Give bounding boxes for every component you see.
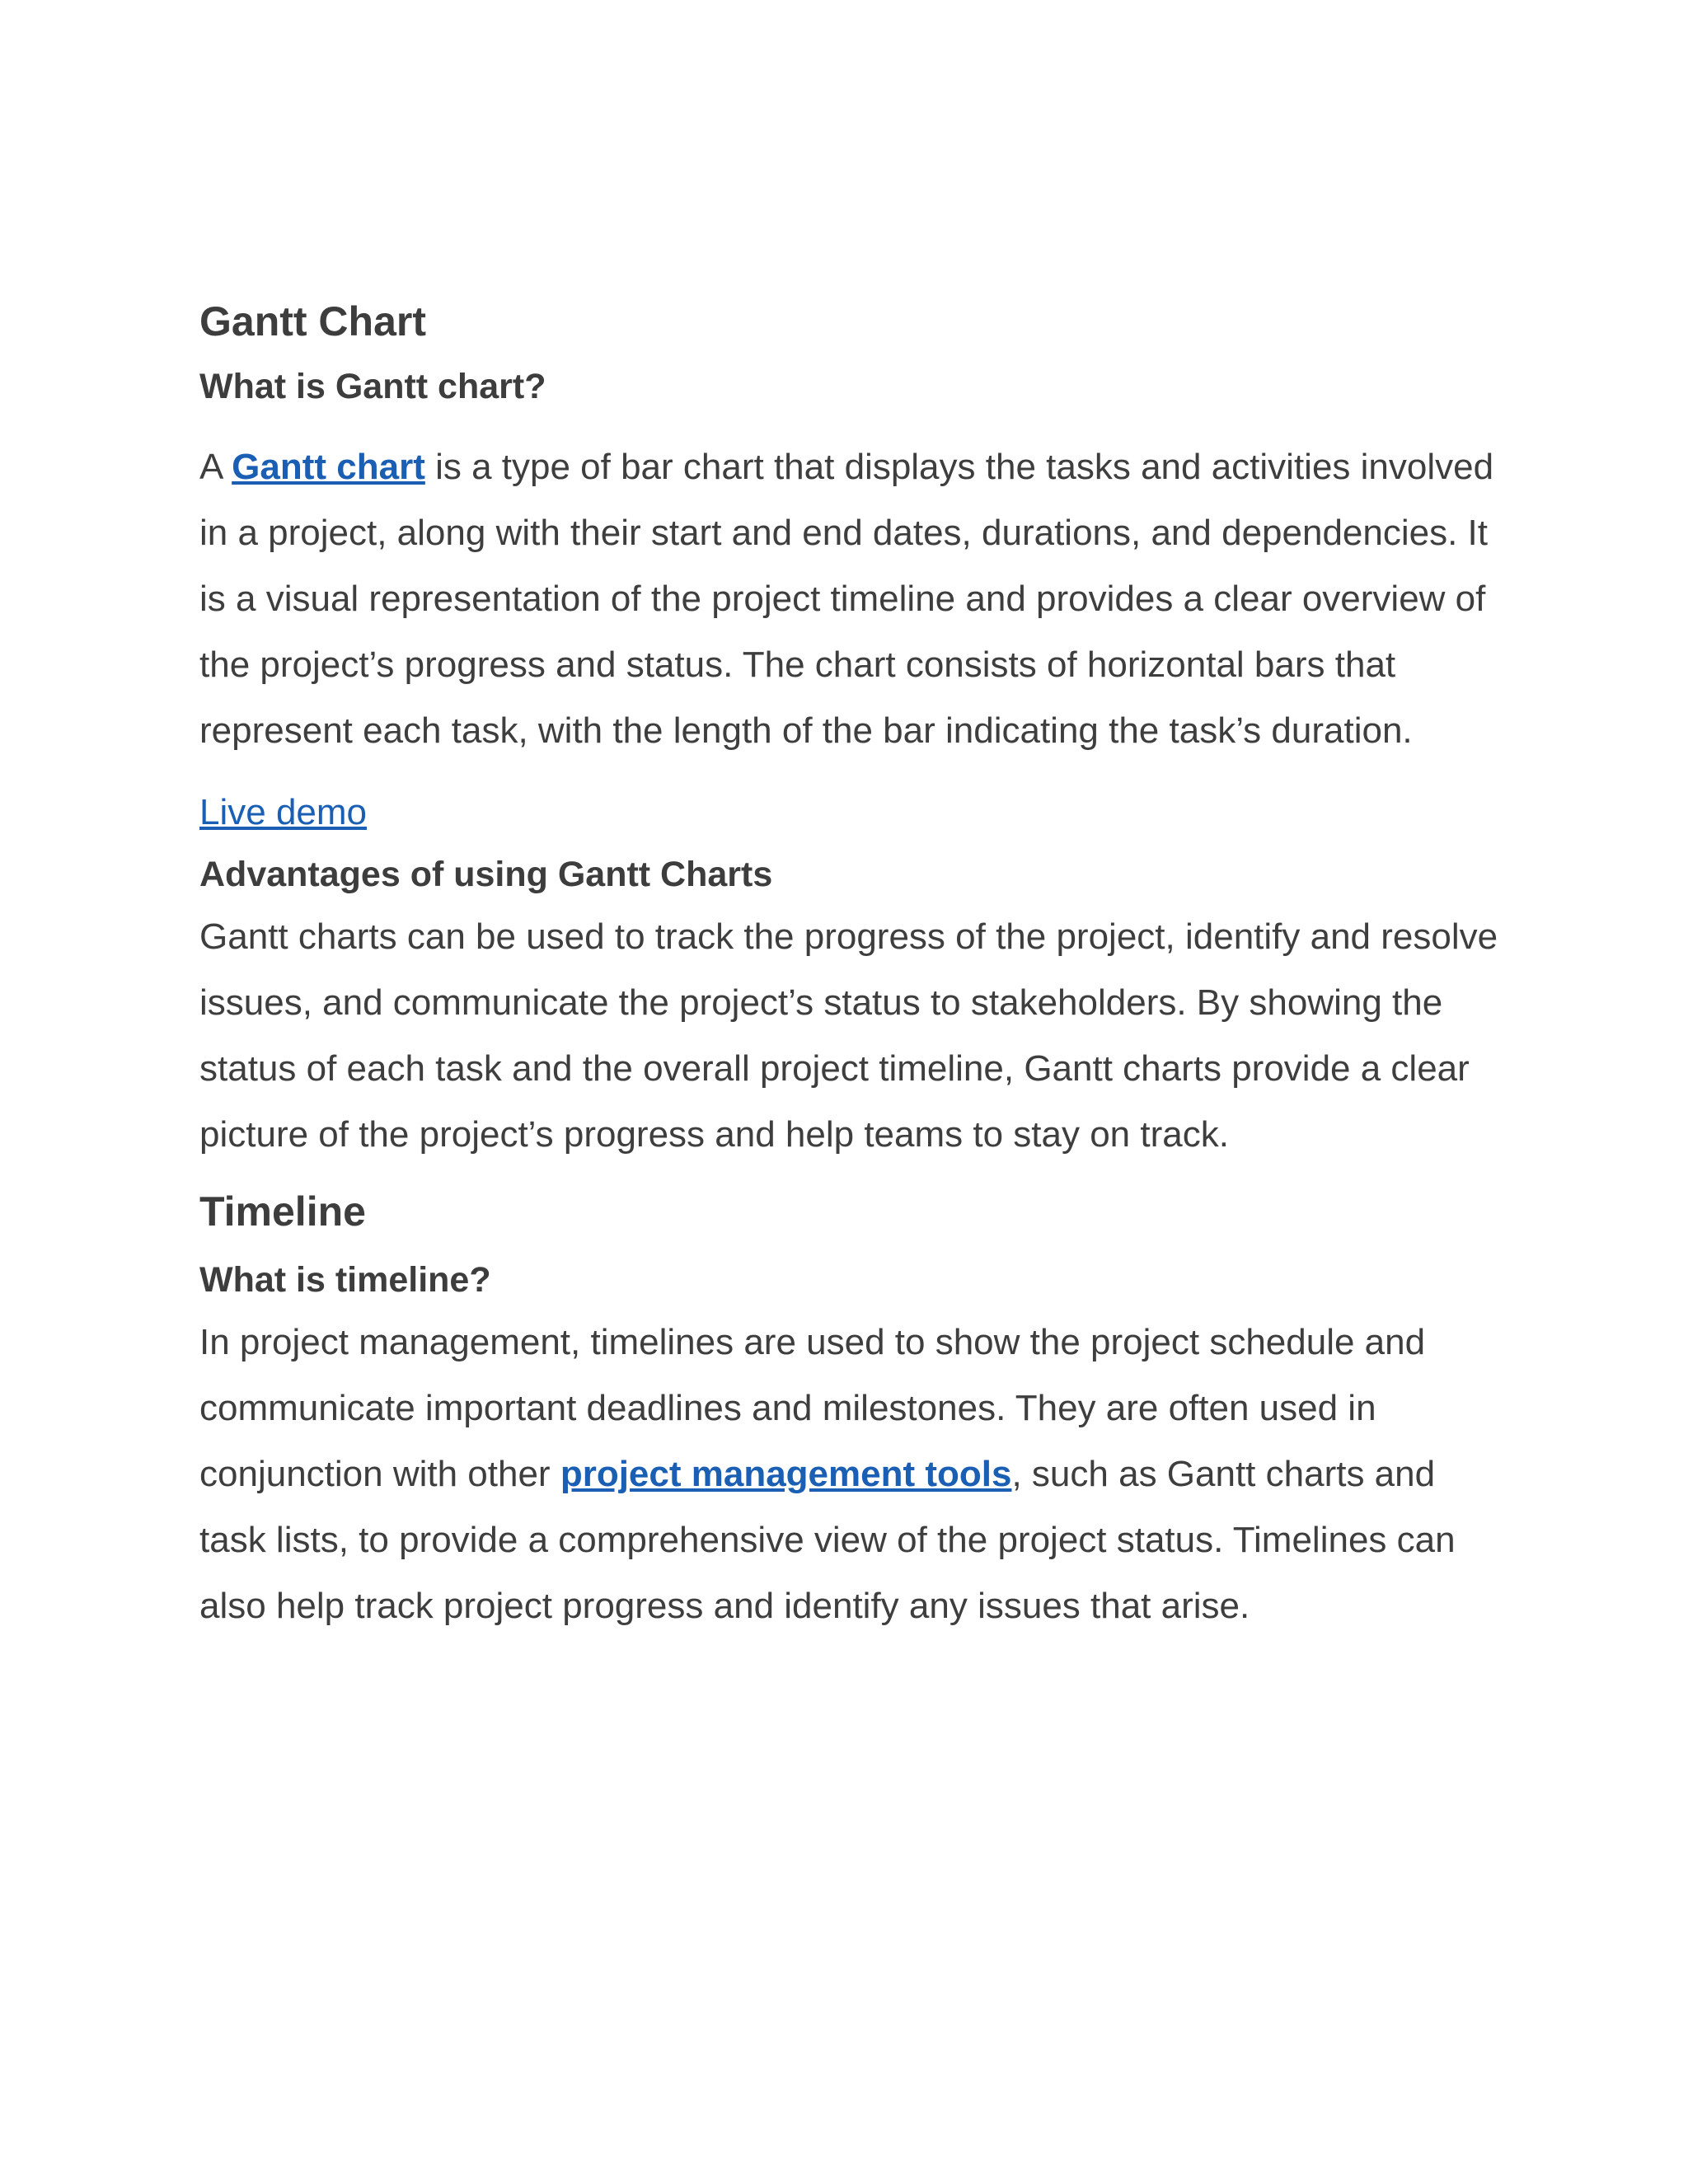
gantt-para-prefix: A bbox=[199, 447, 232, 487]
document-page bbox=[199, 293, 1502, 1639]
timeline-question-heading: What is timeline? bbox=[199, 1260, 491, 1300]
advantages-heading: Advantages of using Gantt Charts bbox=[199, 855, 773, 894]
project-management-tools-link[interactable]: project management tools bbox=[560, 1454, 1012, 1494]
live-demo-link[interactable]: Live demo bbox=[199, 792, 368, 832]
timeline-title: Timeline bbox=[199, 1188, 366, 1235]
gantt-chart-link[interactable]: Gantt chart bbox=[232, 447, 425, 487]
timeline-para-prefix: In project management, timelines are used to show the project schedule and communicate important deadlines and milestones. They are often used in conjunction with other bbox=[199, 1322, 1426, 1494]
advantages-paragraph: Gantt charts can be used to track the progress of the project, identify and resolve issues, and communicate the project’s status to stakeholders. By showing the status of each task and the overall project timeline, Gantt charts provide a clear picture of the project’s progress and help teams to stay on track. bbox=[199, 916, 1498, 1155]
gantt-definition-paragraph bbox=[199, 434, 1502, 764]
timeline-para-rest: , such as Gantt charts and task lists, to provide a comprehensive view of the project status. Timelines can also help track project progress and identify any issues that arise. bbox=[199, 1454, 1456, 1626]
timeline-paragraph bbox=[199, 1310, 1502, 1639]
gantt-chart-title: Gantt Chart bbox=[199, 298, 426, 344]
gantt-question-heading: What is Gantt chart? bbox=[199, 367, 546, 406]
gantt-para-rest: is a type of bar chart that displays the tasks and activities involved in a project, along with their start and end dates, durations, and dependencies. It is a visual representation of the project timeline and provides a clear overview of the project’s progress and status. The chart consists of horizontal bars that represent each task, with the length of the bar indicating the task’s duration. bbox=[199, 447, 1494, 751]
live-demo-paragraph bbox=[199, 785, 1502, 840]
